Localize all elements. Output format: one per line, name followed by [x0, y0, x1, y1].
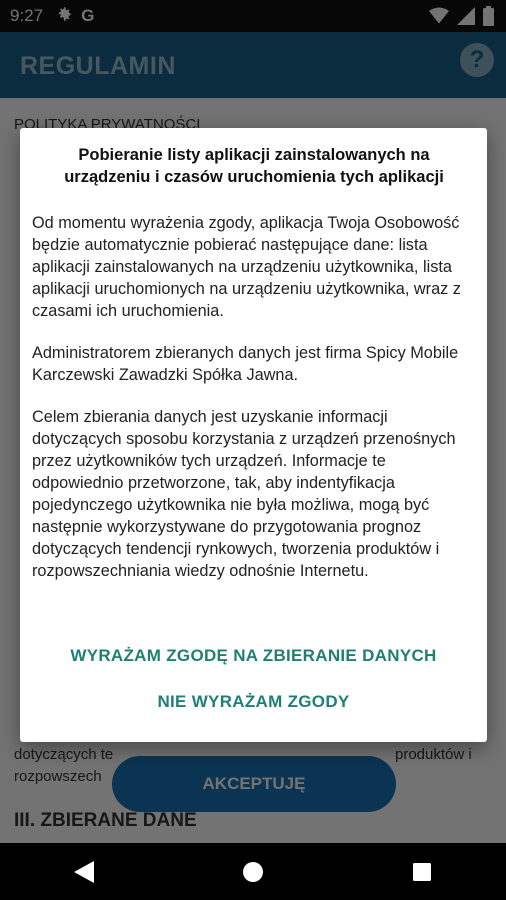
- agree-button[interactable]: WYRAŻAM ZGODĘ NA ZBIERANIE DANYCH: [70, 646, 437, 665]
- disagree-button[interactable]: NIE WYRAŻAM ZGODY: [157, 692, 350, 711]
- dialog-paragraph: Celem zbierania danych jest uzyskanie informacji dotyczących sposobu korzystania z urządzeń przenośnych przez użytkowników tych urządzeń. Informacje te odpowiednio przetworzone, tak, aby indentyfikacja pojedynczego użytkownika nie była możliwa, mogą być następnie wykorzystywane do przygotowania prognoz dotyczących tendencji rynkowych, tworzenia produktów i rozpowszechniania wiedzy odnośnie Internetu.: [32, 408, 456, 580]
- home-icon[interactable]: [233, 852, 273, 892]
- system-nav-bar: [0, 843, 506, 900]
- back-icon[interactable]: [64, 852, 104, 892]
- consent-dialog: [20, 128, 487, 742]
- dialog-body: [32, 212, 480, 602]
- dialog-title: Pobieranie listy aplikacji zainstalowanych na urządzeniu i czasów uruchomienia tych aplikacji: [64, 146, 444, 186]
- dialog-paragraph: Administratorem zbieranych danych jest firma Spicy Mobile Karczewski Zawadzki Spółka Jawna.: [32, 344, 459, 384]
- dialog-paragraph: Od momentu wyrażenia zgody, aplikacja Twoja Osobowość będzie automatycznie pobierać następujące dane: lista aplikacji zainstalowanych na urządzeniu użytkownika, lista aplikacji uruchomionych na urządzeniu użytkownika, wraz z czasami ich uruchomienia.: [32, 214, 461, 320]
- recents-icon[interactable]: [402, 852, 442, 892]
